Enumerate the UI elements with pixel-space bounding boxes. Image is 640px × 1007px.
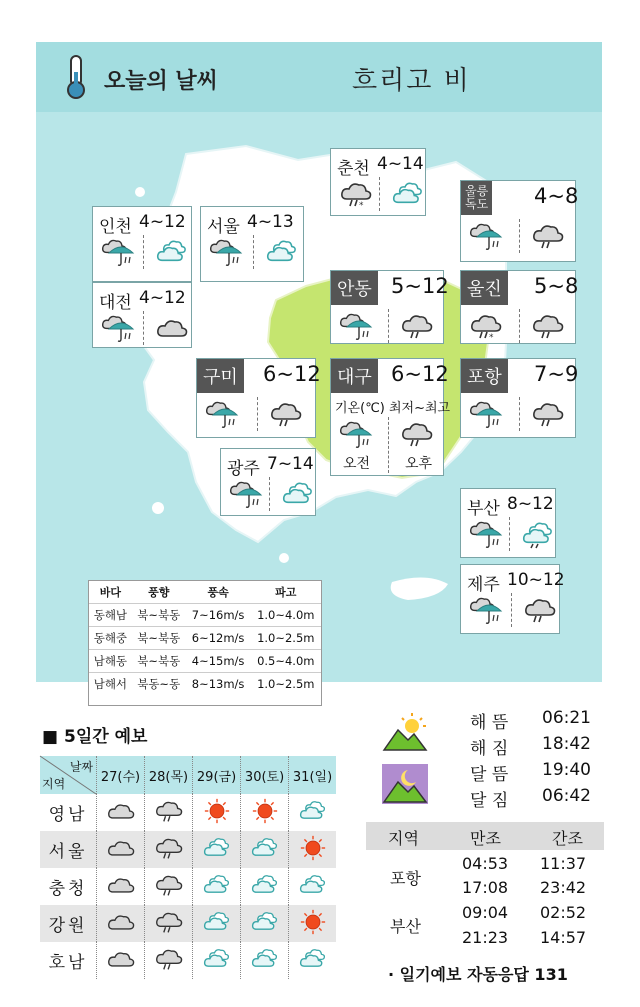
forecast-region: 강원 — [40, 905, 97, 942]
forecast-day: 27(수) — [97, 756, 145, 794]
partly-cloudy-icon — [281, 479, 315, 509]
forecast-cell — [193, 905, 241, 942]
city-card-gwangju — [220, 448, 316, 516]
city-card-daejeon — [92, 282, 192, 348]
forecast-region: 영남 — [48, 805, 88, 825]
partly-cloudy-icon — [202, 909, 232, 935]
partly-cloudy-icon — [250, 872, 280, 898]
sea-header: 바다 — [99, 586, 122, 599]
sea-cell: 1.0~2.5m — [251, 673, 321, 696]
divider — [388, 309, 389, 343]
divider — [253, 235, 254, 269]
divider — [519, 309, 520, 343]
island-dot — [152, 502, 164, 514]
forecast-day: 31(일) — [289, 756, 336, 794]
partly-cloudy-icon — [298, 798, 328, 824]
sea-cell: 1.0~2.5m — [251, 627, 321, 650]
tide-low-time: 14:57 — [540, 928, 587, 947]
city-name: 대전 — [99, 293, 132, 313]
forecast-day: 30(토) — [241, 756, 289, 794]
cloud-rain-icon — [531, 311, 565, 341]
corner-region-label: 지역 — [42, 777, 66, 791]
forecast-cell — [289, 942, 336, 979]
thermometer-icon — [64, 54, 88, 100]
forecast-cell — [193, 868, 241, 905]
tide-header-low: 간조 — [552, 829, 583, 848]
umbrella-rain-icon — [101, 237, 135, 267]
city-card-ulleung — [460, 180, 579, 262]
city-card-pohang — [460, 358, 579, 438]
partly-cloudy-icon — [202, 946, 232, 972]
forecast-cell — [193, 794, 241, 831]
sea-header-row — [89, 581, 321, 604]
header-bar — [36, 42, 602, 112]
partly-cloudy-icon — [202, 872, 232, 898]
sun-icon — [250, 798, 280, 824]
sea-cell: 6~12m/s — [186, 627, 251, 650]
cloud-rain-icon — [269, 399, 303, 429]
forecast-cell — [193, 942, 241, 979]
forecast-row — [40, 794, 336, 831]
forecast-row — [40, 831, 336, 868]
square-bullet-icon: ■ — [42, 727, 64, 747]
sunset-label: 해 짐 — [470, 739, 509, 759]
sea-cell: 북동~동 — [132, 673, 186, 696]
city-name: 울릉 독도 — [461, 181, 492, 215]
city-card-jeju — [460, 564, 565, 634]
tide-region: 부산 — [390, 917, 421, 936]
city-temp: 7~9 — [534, 362, 579, 386]
forecast-cell — [241, 942, 289, 979]
cloud-rain-snow-icon — [469, 311, 503, 341]
cloud-rain-icon — [531, 399, 565, 429]
forecast-row — [40, 905, 336, 942]
sea-header: 풍속 — [207, 586, 229, 599]
city-card-gumi — [196, 358, 321, 438]
forecast-cell — [97, 942, 145, 979]
sea-cell: 남해동 — [89, 650, 132, 673]
forecast-title — [42, 722, 147, 747]
umbrella-rain-icon — [205, 399, 239, 429]
cloud-rain-snow-icon — [339, 179, 373, 209]
moonset-label: 달 짐 — [470, 791, 509, 811]
umbrella-rain-icon — [229, 479, 263, 509]
moonset-time: 06:42 — [542, 786, 591, 806]
forecast-cell — [289, 868, 336, 905]
corner-date-label: 날짜 — [69, 760, 93, 774]
partly-cloudy-icon — [298, 872, 328, 898]
umbrella-rain-icon — [469, 595, 503, 625]
forecast-cell — [145, 831, 193, 868]
forecast-cell — [97, 868, 145, 905]
city-temp: 5~8 — [534, 274, 579, 298]
city-temp: 8~12 — [507, 494, 554, 514]
cloud-icon — [106, 798, 136, 824]
umbrella-rain-icon — [101, 313, 135, 343]
sunrise-label: 해 뜸 — [470, 713, 509, 733]
sun-icon — [202, 798, 232, 824]
divider — [519, 219, 520, 253]
divider — [143, 235, 144, 269]
cloud-rain-icon — [400, 419, 434, 449]
sea-conditions-table — [88, 580, 322, 706]
city-card-busan — [460, 488, 556, 558]
forecast-cell — [289, 794, 336, 831]
tide-header — [366, 822, 604, 850]
forecast-cell — [97, 831, 145, 868]
island-dot — [135, 187, 145, 197]
umbrella-rain-icon — [469, 399, 503, 429]
legend-am: 오전 — [343, 456, 371, 472]
forecast-cell — [241, 794, 289, 831]
divider — [388, 417, 389, 473]
sea-row — [89, 627, 321, 650]
divider — [143, 311, 144, 345]
city-name: 안동 — [331, 271, 378, 305]
legend-caption: 기온(℃) 최저~최고 — [335, 401, 451, 416]
city-temp: 10~12 — [507, 570, 565, 590]
sea-cell: 북~북동 — [132, 627, 186, 650]
partly-cloudy-icon — [250, 909, 280, 935]
sea-cell: 북~북동 — [132, 604, 186, 627]
cloud-rain-icon — [154, 798, 184, 824]
city-temp: 4~12 — [139, 212, 186, 232]
cloud-icon — [155, 313, 189, 343]
cloud-rain-icon — [400, 311, 434, 341]
partly-cloudy-icon — [155, 237, 189, 267]
sea-row — [89, 604, 321, 627]
tide-high-time: 09:04 — [462, 903, 509, 922]
city-name: 인천 — [99, 217, 132, 237]
cloud-icon — [106, 946, 136, 972]
partly-cloudy-icon — [202, 835, 232, 861]
forecast-row — [40, 942, 336, 979]
moon-mountain-icon — [382, 764, 428, 804]
cloud-rain-icon — [154, 872, 184, 898]
cloud-rain-icon — [154, 946, 184, 972]
divider — [519, 397, 520, 431]
city-card-uljin — [460, 270, 579, 344]
forecast-table — [40, 756, 336, 979]
city-card-seoul — [200, 206, 304, 282]
tide-header-high: 만조 — [470, 829, 501, 848]
moonrise-time: 19:40 — [542, 760, 591, 780]
forecast-title-text: 5일간 예보 — [63, 727, 148, 747]
cloud-rain-icon — [154, 835, 184, 861]
partly-cloudy-icon — [391, 179, 425, 209]
island-dot — [279, 553, 289, 563]
svg-text:*: * — [359, 201, 364, 211]
sea-cell: 남해서 — [89, 673, 132, 696]
cloud-icon — [106, 909, 136, 935]
tide-low-time: 23:42 — [540, 878, 587, 897]
partly-cloudy-icon — [298, 946, 328, 972]
sea-row — [89, 650, 321, 673]
forecast-cell — [241, 831, 289, 868]
city-temp: 6~12 — [263, 362, 321, 386]
page-title: 오늘의 날씨 — [104, 69, 218, 94]
cloud-rain-icon — [523, 595, 557, 625]
moonrise-label: 달 뜸 — [470, 765, 509, 785]
divider — [511, 593, 512, 627]
forecast-cell — [145, 794, 193, 831]
forecast-cell — [289, 831, 336, 868]
city-name: 광주 — [227, 459, 260, 479]
forecast-header-row — [40, 756, 336, 794]
forecast-cell — [289, 905, 336, 942]
sea-cell: 동해중 — [89, 627, 132, 650]
partly-cloudy-rain-icon — [521, 519, 555, 549]
sea-header: 풍향 — [148, 586, 170, 599]
divider — [379, 177, 380, 211]
city-name: 제주 — [467, 575, 500, 595]
city-temp: 7~14 — [267, 454, 314, 474]
tide-high-time: 17:08 — [462, 878, 509, 897]
umbrella-rain-icon — [209, 237, 243, 267]
tide-header-region: 지역 — [388, 829, 419, 848]
jeju-island — [391, 577, 448, 600]
forecast-hotline: · 일기예보 자동응답 131 — [388, 965, 568, 984]
partly-cloudy-icon — [250, 835, 280, 861]
forecast-region: 서울 — [40, 831, 97, 868]
sun-icon — [298, 909, 328, 935]
umbrella-rain-icon — [469, 221, 503, 251]
forecast-cell — [97, 794, 145, 831]
sea-cell: 동해남 — [89, 604, 132, 627]
city-temp: 4~14 — [377, 154, 424, 174]
city-card-andong — [330, 270, 449, 344]
partly-cloudy-icon — [265, 237, 299, 267]
sea-cell: 8~13m/s — [186, 673, 251, 696]
weather-condition: 흐리고 비 — [352, 66, 471, 96]
city-name: 부산 — [467, 499, 500, 519]
city-card-daegu — [330, 358, 451, 476]
umbrella-rain-icon — [339, 311, 373, 341]
sea-cell: 7~16m/s — [186, 604, 251, 627]
sea-cell: 0.5~4.0m — [251, 650, 321, 673]
sun-icon — [298, 835, 328, 861]
sea-header: 파고 — [275, 586, 297, 599]
forecast-corner — [40, 756, 97, 794]
city-name: 서울 — [207, 217, 240, 237]
forecast-cell — [97, 905, 145, 942]
divider — [509, 517, 510, 551]
today-weather-panel — [36, 42, 602, 691]
forecast-day: 29(금) — [193, 756, 241, 794]
forecast-region: 충청 — [48, 879, 88, 899]
city-temp: 4~8 — [534, 184, 579, 208]
forecast-cell — [145, 942, 193, 979]
sea-row — [89, 673, 321, 696]
forecast-cell — [145, 868, 193, 905]
city-temp: 6~12 — [391, 362, 449, 386]
divider — [269, 477, 270, 511]
city-name: 울진 — [461, 271, 508, 305]
sunset-time: 18:42 — [542, 734, 591, 754]
sea-cell: 4~15m/s — [186, 650, 251, 673]
city-card-chuncheon — [330, 148, 426, 216]
tide-low-time: 11:37 — [540, 854, 587, 873]
sea-cell: 1.0~4.0m — [251, 604, 321, 627]
tide-low-time: 02:52 — [540, 903, 587, 922]
forecast-day: 28(목) — [145, 756, 193, 794]
city-name: 춘천 — [337, 159, 370, 179]
tide-region: 포항 — [390, 869, 421, 888]
forecast-cell — [241, 868, 289, 905]
tide-high-time: 04:53 — [462, 854, 509, 873]
tide-high-time: 21:23 — [462, 928, 509, 947]
divider — [257, 397, 258, 431]
city-name: 대구 — [331, 359, 378, 393]
forecast-row — [40, 868, 336, 905]
cloud-icon — [106, 872, 136, 898]
partly-cloudy-icon — [250, 946, 280, 972]
sunrise-time: 06:21 — [542, 708, 591, 728]
sun-mountain-icon — [382, 712, 428, 752]
forecast-cell — [145, 905, 193, 942]
forecast-cell — [241, 905, 289, 942]
forecast-region: 호남 — [48, 953, 88, 973]
city-name: 구미 — [197, 359, 244, 393]
city-temp: 4~12 — [139, 288, 186, 308]
city-card-incheon — [92, 206, 192, 282]
cloud-rain-icon — [154, 909, 184, 935]
legend-pm: 오후 — [405, 456, 433, 472]
city-name: 포항 — [461, 359, 508, 393]
forecast-cell — [193, 831, 241, 868]
city-temp: 4~13 — [247, 212, 294, 232]
city-temp: 5~12 — [391, 274, 449, 298]
cloud-rain-icon — [531, 221, 565, 251]
sea-cell: 북~북동 — [132, 650, 186, 673]
cloud-icon — [106, 835, 136, 861]
svg-text:*: * — [489, 333, 494, 343]
umbrella-rain-icon — [339, 419, 373, 449]
umbrella-rain-icon — [469, 519, 503, 549]
